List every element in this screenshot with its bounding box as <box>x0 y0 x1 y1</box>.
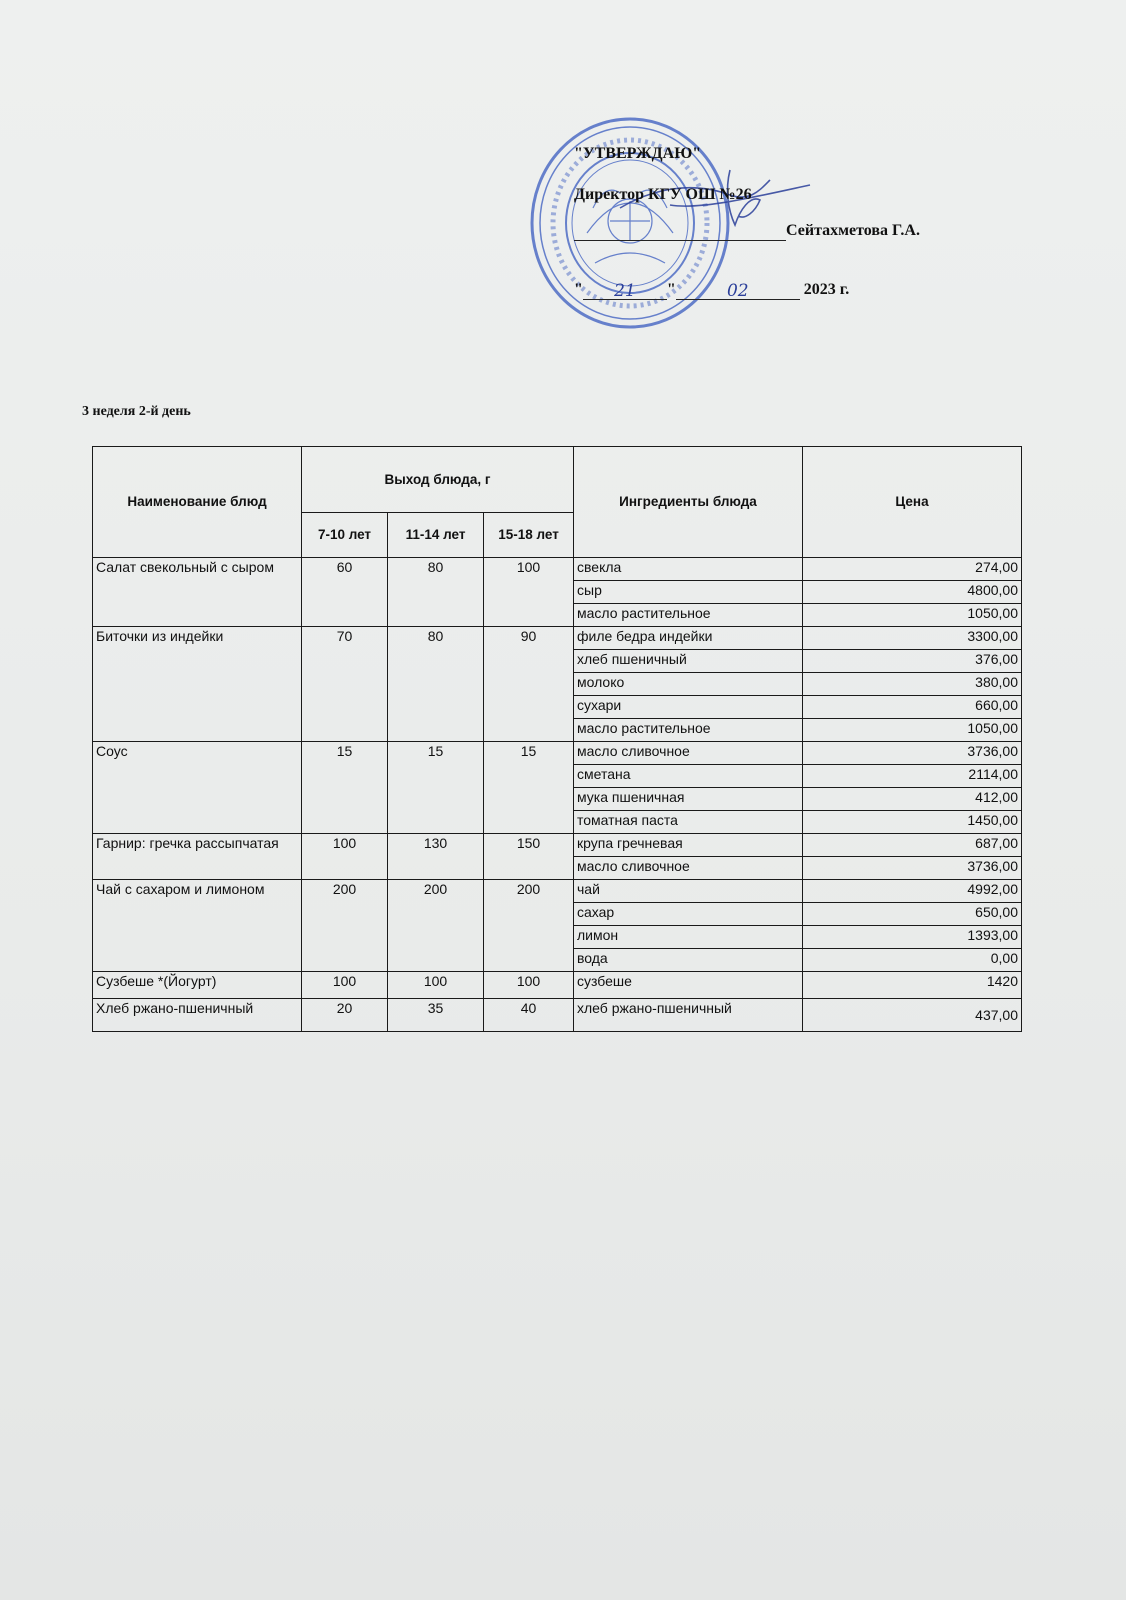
date-month: 02 <box>676 281 800 300</box>
ingredient-price: 412,00 <box>803 788 1022 811</box>
date-day: 21 <box>583 281 667 300</box>
ingredient-name: сузбеше <box>574 972 803 999</box>
day-title: 3 неделя 2-й день <box>82 404 191 419</box>
yield-15-18: 150 <box>484 834 574 880</box>
ingredient-name: сахар <box>574 903 803 926</box>
header-age-15-18: 15-18 лет <box>484 513 574 558</box>
approver-name: Сейтахметова Г.А. <box>786 222 920 239</box>
ingredient-name: масло сливочное <box>574 857 803 880</box>
ingredient-name: масло растительное <box>574 604 803 627</box>
approval-date-line <box>574 280 849 300</box>
ingredient-price: 376,00 <box>803 650 1022 673</box>
table-row <box>93 972 1022 999</box>
ingredient-price: 3300,00 <box>803 627 1022 650</box>
approval-title: "УТВЕРЖДАЮ" <box>574 145 702 162</box>
dish-name: Гарнир: гречка рассыпчатая <box>93 834 302 880</box>
yield-15-18: 40 <box>484 999 574 1032</box>
ingredient-name: хлеб ржано-пшеничный <box>574 999 803 1032</box>
header-dish: Наименование блюд <box>93 447 302 558</box>
table-row <box>93 627 1022 650</box>
position-text: Директор КГУ ОШ №26 <box>574 186 752 203</box>
header-price: Цена <box>803 447 1022 558</box>
ingredient-price: 660,00 <box>803 696 1022 719</box>
ingredient-price: 3736,00 <box>803 742 1022 765</box>
ingredient-name: масло растительное <box>574 719 803 742</box>
ingredient-price: 380,00 <box>803 673 1022 696</box>
table-row <box>93 880 1022 903</box>
header-age-11-14: 11-14 лет <box>388 513 484 558</box>
yield-15-18: 200 <box>484 880 574 972</box>
ingredient-name: мука пшеничная <box>574 788 803 811</box>
yield-15-18: 100 <box>484 558 574 627</box>
dish-name: Биточки из индейки <box>93 627 302 742</box>
date-year: 2023 г. <box>803 281 850 298</box>
date-quote-close: " <box>666 281 676 298</box>
ingredient-price: 1420 <box>803 972 1022 999</box>
yield-7-10: 100 <box>302 834 388 880</box>
yield-11-14: 35 <box>388 999 484 1032</box>
ingredient-price: 2114,00 <box>803 765 1022 788</box>
dish-name: Чай с сахаром и лимоном <box>93 880 302 972</box>
yield-15-18: 100 <box>484 972 574 999</box>
yield-11-14: 80 <box>388 558 484 627</box>
ingredient-name: крупа гречневая <box>574 834 803 857</box>
table-row <box>93 742 1022 765</box>
ingredient-name: вода <box>574 949 803 972</box>
menu-table <box>92 446 1022 1032</box>
ingredient-name: хлеб пшеничный <box>574 650 803 673</box>
yield-7-10: 70 <box>302 627 388 742</box>
table-row <box>93 999 1022 1032</box>
yield-7-10: 15 <box>302 742 388 834</box>
dish-name: Соус <box>93 742 302 834</box>
ingredient-price: 0,00 <box>803 949 1022 972</box>
approval-name-line <box>574 221 920 241</box>
signature-underline <box>574 222 786 241</box>
yield-7-10: 60 <box>302 558 388 627</box>
yield-15-18: 90 <box>484 627 574 742</box>
ingredient-price: 4992,00 <box>803 880 1022 903</box>
header-ingredients: Ингредиенты блюда <box>574 447 803 558</box>
ingredient-name: филе бедра индейки <box>574 627 803 650</box>
ingredient-price: 3736,00 <box>803 857 1022 880</box>
ingredient-name: сметана <box>574 765 803 788</box>
ingredient-price: 650,00 <box>803 903 1022 926</box>
yield-11-14: 100 <box>388 972 484 999</box>
header-age-7-10: 7-10 лет <box>302 513 388 558</box>
yield-7-10: 20 <box>302 999 388 1032</box>
yield-11-14: 15 <box>388 742 484 834</box>
dish-name: Хлеб ржано-пшеничный <box>93 999 302 1032</box>
yield-7-10: 200 <box>302 880 388 972</box>
ingredient-price: 1450,00 <box>803 811 1022 834</box>
yield-7-10: 100 <box>302 972 388 999</box>
ingredient-name: чай <box>574 880 803 903</box>
yield-11-14: 200 <box>388 880 484 972</box>
ingredient-name: сыр <box>574 581 803 604</box>
header-yield: Выход блюда, г <box>302 447 574 513</box>
yield-15-18: 15 <box>484 742 574 834</box>
ingredient-name: лимон <box>574 926 803 949</box>
dish-name: Салат свекольный с сыром <box>93 558 302 627</box>
ingredient-price: 274,00 <box>803 558 1022 581</box>
ingredient-price: 1393,00 <box>803 926 1022 949</box>
ingredient-price: 1050,00 <box>803 719 1022 742</box>
yield-11-14: 80 <box>388 627 484 742</box>
ingredient-price: 1050,00 <box>803 604 1022 627</box>
approval-position <box>574 183 752 203</box>
ingredient-name: свекла <box>574 558 803 581</box>
ingredient-name: сухари <box>574 696 803 719</box>
ingredient-name: томатная паста <box>574 811 803 834</box>
table-row <box>93 558 1022 581</box>
ingredient-price: 4800,00 <box>803 581 1022 604</box>
date-quote-open: " <box>574 281 583 298</box>
ingredient-price: 687,00 <box>803 834 1022 857</box>
menu-table-body <box>93 558 1022 1032</box>
dish-name: Сузбеше *(Йогурт) <box>93 972 302 999</box>
ingredient-name: масло сливочное <box>574 742 803 765</box>
table-row <box>93 834 1022 857</box>
ingredient-name: молоко <box>574 673 803 696</box>
yield-11-14: 130 <box>388 834 484 880</box>
ingredient-price: 437,00 <box>803 999 1022 1032</box>
